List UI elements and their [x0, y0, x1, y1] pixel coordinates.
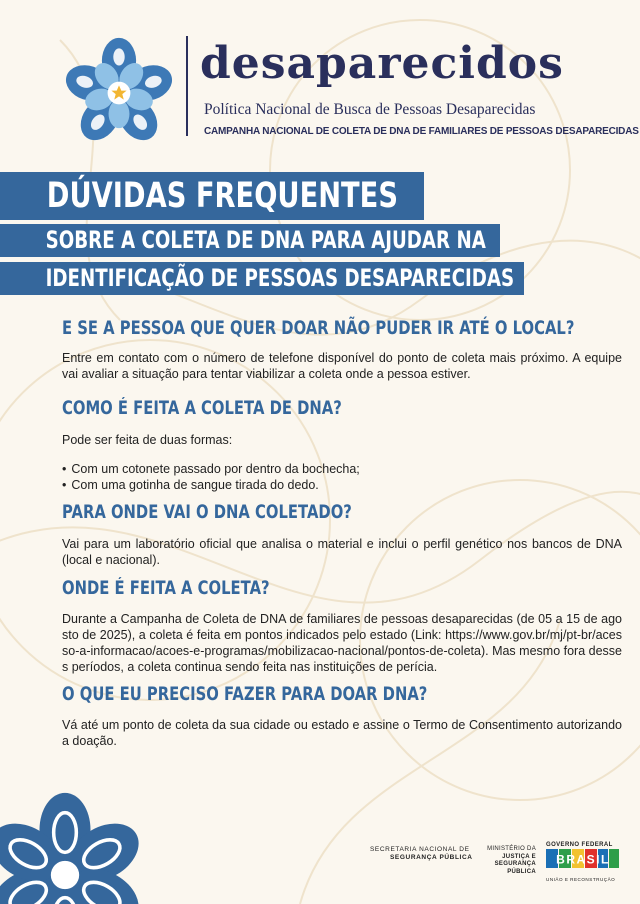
ministry-line-3: SEGURANÇA PÚBLICA: [494, 861, 536, 875]
gov-federal-logo: [546, 842, 620, 882]
faq-bullet-list: [62, 461, 622, 493]
banner-title-text: DÚVIDAS FREQUENTES: [46, 176, 398, 216]
banner-subtitle-2: [0, 262, 524, 295]
faq-question: COMO É FEITA A COLETA DE DNA?: [62, 398, 342, 419]
brasil-wordmark-text: BRASIL: [556, 852, 610, 867]
faq-answer: Pode ser feita de duas formas:: [62, 433, 233, 447]
faq-answer: Durante a Campanha de Coleta de DNA de familiares de pessoas desaparecidas (de 05 a 15 de agosto de 2025), a coleta é feita em pontos indicados pelo estado (Link: https://www.gov.br/mj/pt-br/acesso-a-informacao/acoes-e-programas/mobilizacao-nacional/pontos-de-coleta). Mas mesmo fora desses períodos, a coleta continua sendo feita nas instituições de perícia.: [62, 612, 622, 674]
flower-logo: [62, 36, 176, 150]
brasil-wordmark: [546, 848, 620, 870]
faq-answer: Vai para um laboratório oficial que analisa o material e inclui o perfil genético nos bancos de DNA (local e nacional).: [62, 537, 622, 567]
faq-question: PARA ONDE VAI O DNA COLETADO?: [62, 502, 352, 523]
list-item: • Com uma gotinha de sangue tirada do dedo.: [62, 477, 622, 493]
faq-question: ONDE É FEITA A COLETA?: [62, 578, 270, 599]
senasp-line-1: SECRETARIA NACIONAL DE: [370, 846, 470, 853]
faq-question: E SE A PESSOA QUE QUER DOAR NÃO PUDER IR ATÉ O LOCAL?: [62, 318, 575, 339]
ministry-line-1: MINISTÉRIO DA: [487, 846, 536, 852]
faq-answer: Entre em contato com o número de telefone disponível do ponto de coleta mais próximo. A equipe vai avaliar a situação para tentar viabilizar a coleta onde a pessoa estiver.: [62, 351, 622, 381]
banner-title: [0, 172, 424, 220]
banner-subtitle-2-text: IDENTIFICAÇÃO DE PESSOAS DESAPARECIDAS: [45, 264, 515, 292]
faq-item-4: [62, 578, 622, 675]
ministry-logo: [466, 846, 536, 876]
banner-subtitle-1-text: SOBRE A COLETA DE DNA PARA AJUDAR NA: [45, 226, 486, 254]
faq-item-2: [62, 398, 622, 493]
faq-question: O QUE EU PRECISO FAZER PARA DOAR DNA?: [62, 684, 428, 705]
list-item: • Com um cotonete passado por dentro da bochecha;: [62, 461, 622, 477]
faq-item-5: [62, 684, 622, 749]
gov-title: GOVERNO FEDERAL: [546, 842, 613, 848]
senasp-logo: [370, 846, 473, 862]
brand-name: desaparecidos: [200, 38, 564, 89]
header-divider: [186, 36, 188, 136]
gov-tagline: UNIÃO E RECONSTRUÇÃO: [546, 877, 616, 882]
senasp-line-2: SEGURANÇA PÚBLICA: [390, 854, 473, 861]
faq-answer: Vá até um ponto de coleta da sua cidade ou estado e assine o Termo de Consentimento autorizando a doação.: [62, 718, 622, 748]
campaign-title: CAMPANHA NACIONAL DE COLETA DE DNA DE FAMILIARES DE PESSOAS DESAPARECIDAS: [204, 126, 639, 137]
banner-subtitle-1: [0, 224, 500, 257]
ministry-line-2: JUSTIÇA E: [502, 853, 536, 860]
faq-item-3: [62, 502, 622, 568]
flower-decoration: [0, 790, 150, 904]
faq-item-1: [62, 318, 622, 382]
brand-subtitle: Política Nacional de Busca de Pessoas Desaparecidas: [204, 101, 536, 118]
